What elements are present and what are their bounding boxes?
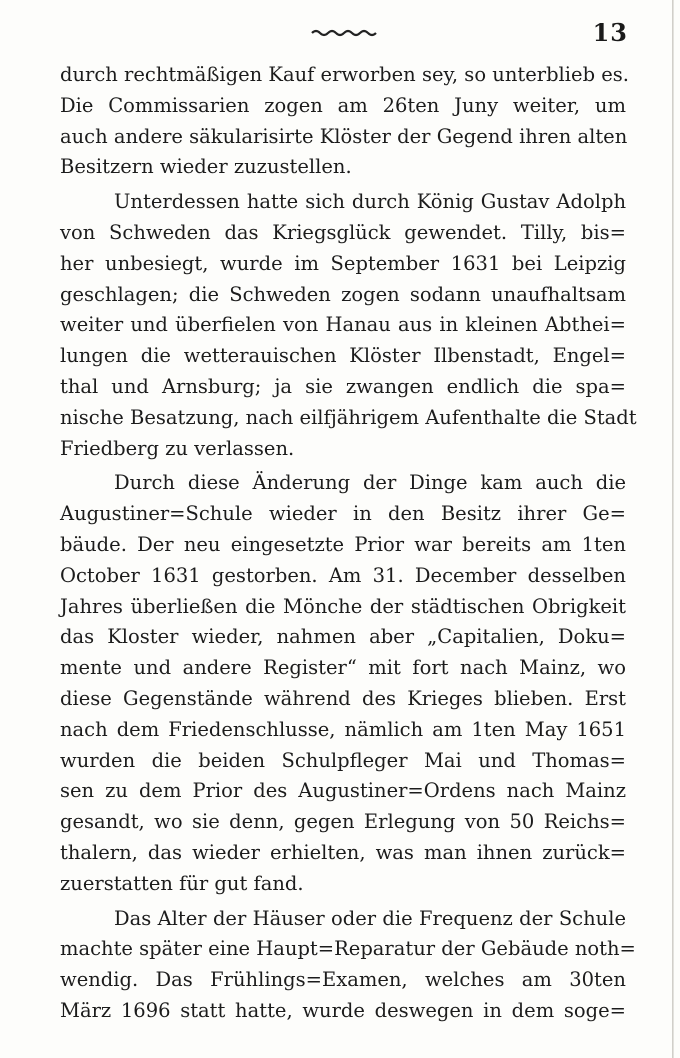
text-line: lungen die wetterauischen Klöster Ilbenstadt, Engel= (60, 344, 626, 368)
text-line: Augustiner=Schule wieder in den Besitz ihrer Ge= (60, 502, 626, 526)
text-line: Jahres überließen die Mönche der städtischen Obrigkeit (60, 594, 626, 618)
text-line: her unbesiegt, wurde im September 1631 bei Leipzig (60, 251, 626, 275)
text-line: nach dem Friedenschlusse, nämlich am 1ten May 1651 (60, 717, 626, 741)
text-line: Durch diese Änderung der Dinge kam auch die (114, 471, 626, 495)
text-line: thal und Arnsburg; ja sie zwangen endlich die spa= (60, 374, 626, 398)
text-line: diese Gegenstände während des Krieges blieben. Erst (60, 686, 626, 710)
wavy-rule-ornament-icon (310, 28, 380, 38)
text-line: auch andere säkularisirte Klöster der Gegend ihren alten (60, 124, 628, 148)
text-line: Das Alter der Häuser oder die Frequenz der Schule (114, 906, 626, 930)
text-line: wendig. Das Frühlings=Examen, welches am 30ten (60, 968, 626, 992)
text-line: von Schweden das Kriegsglück gewendet. Tilly, bis= (60, 220, 626, 244)
text-line: weiter und überfielen von Hanau aus in kleinen Abthei= (60, 313, 626, 337)
page-number: 13 (592, 18, 628, 47)
body-text (60, 60, 637, 1027)
text-line: Friedberg zu verlassen. (60, 436, 295, 460)
text-line: Unterdessen hatte sich durch König Gustav Adolph (114, 190, 626, 214)
text-line: machte später eine Haupt=Reparatur der Gebäude noth= (60, 937, 636, 961)
text-line: gesandt, wo sie denn, gegen Erlegung von 50 Reichs= (60, 810, 626, 834)
text-line: März 1696 statt hatte, wurde deswegen in dem soge= (60, 998, 626, 1022)
text-line: zuerstatten für gut fand. (60, 871, 304, 895)
text-line: Besitzern wieder zuzustellen. (60, 155, 352, 179)
text-line: bäude. Der neu eingesetzte Prior war bereits am 1ten (60, 532, 626, 556)
text-line: October 1631 gestorben. Am 31. December desselben (60, 563, 626, 587)
text-line: wurden die beiden Schulpfleger Mai und Thomas= (60, 748, 626, 772)
text-line: mente und andere Register“ mit fort nach Mainz, wo (60, 656, 626, 680)
text-line: Die Commissarien zogen am 26ten Juny weiter, um (60, 93, 626, 117)
text-line: das Kloster wieder, nahmen aber „Capitalien, Doku= (60, 625, 626, 649)
text-line: geschlagen; die Schweden zogen sodann unaufhaltsam (60, 282, 626, 306)
page-edge (672, 0, 674, 1058)
text-line: nische Besatzung, nach eilfjährigem Aufenthalte die Stadt (60, 405, 637, 429)
text-line: sen zu dem Prior des Augustiner=Ordens nach Mainz (60, 779, 626, 803)
text-line: thalern, das wieder erhielten, was man ihnen zurück= (60, 840, 626, 864)
text-line: durch rechtmäßigen Kauf erworben sey, so unterblieb es. (60, 63, 629, 86)
page-header (60, 14, 628, 54)
